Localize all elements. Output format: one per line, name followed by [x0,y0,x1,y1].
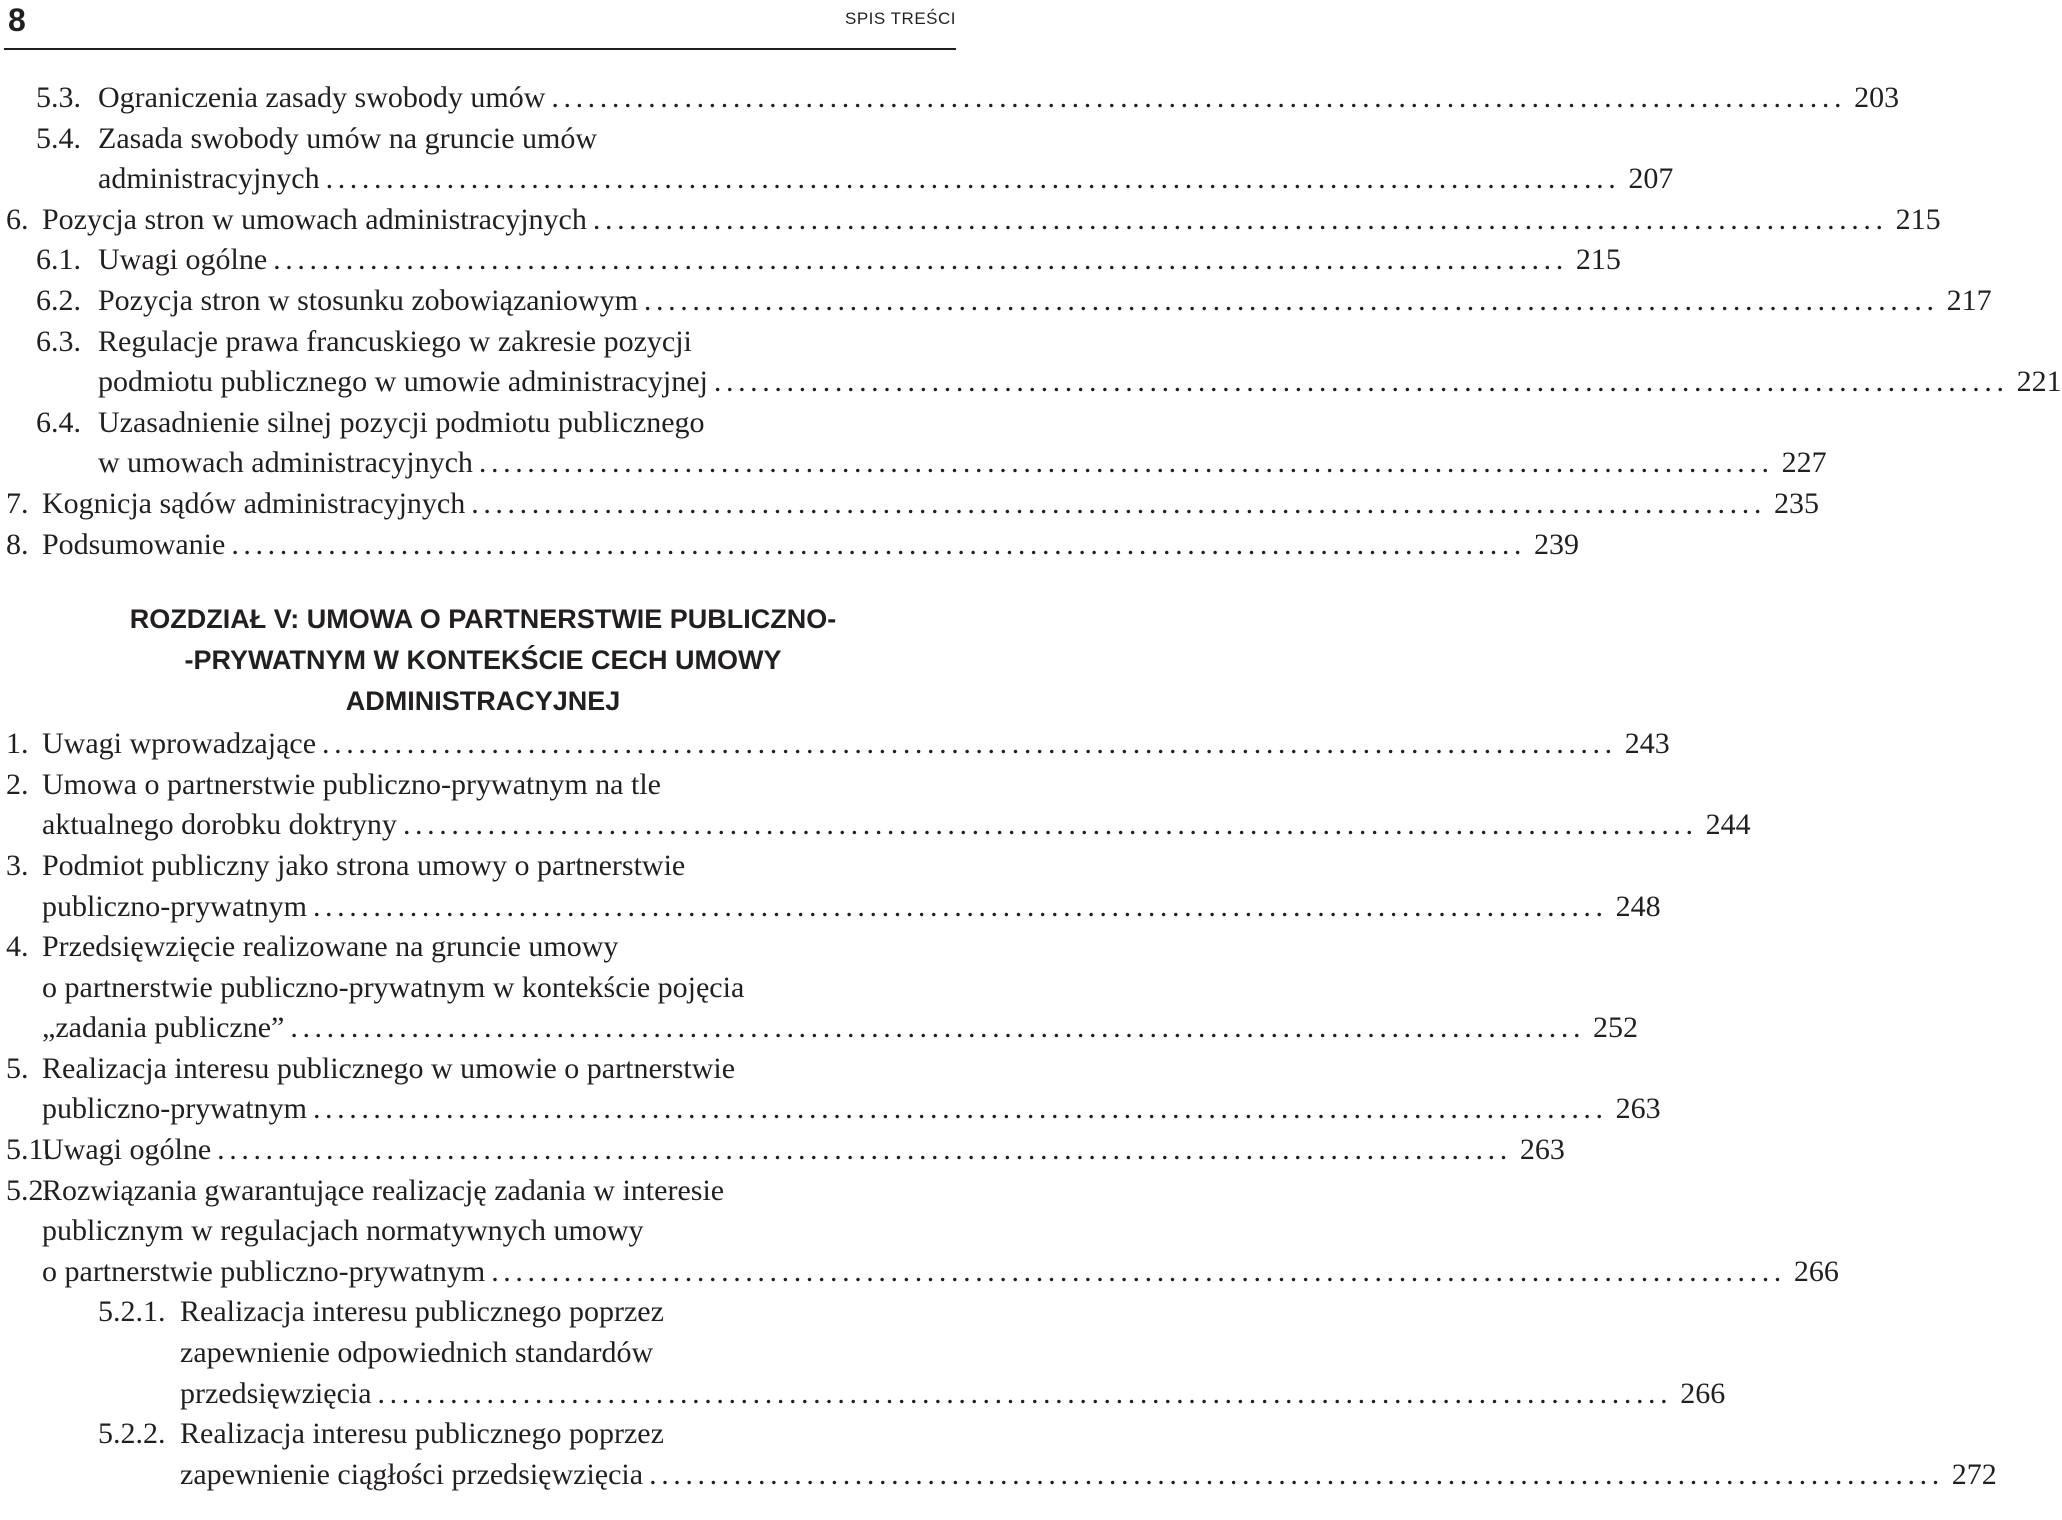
toc-entry-text: w umowach administracyjnych [98,446,473,480]
toc-entry [6,200,1941,241]
toc-entry [6,1171,1839,1293]
toc-entry-line [42,887,1661,928]
toc-entry [6,484,1819,525]
dot-leader: ........................................................................................................... [312,1092,1608,1126]
toc-entry-line [42,724,1670,765]
toc-entry-title [42,927,1639,1049]
toc-entry-number: 5.1. [6,1133,51,1167]
toc-entry-title [42,1049,1661,1130]
toc-section-before [6,78,2062,565]
toc-entry-page: 215 [1895,202,1941,236]
toc-entry-text: aktualnego dorobku doktryny [42,808,397,842]
toc-entry-title [98,281,1992,322]
toc-entry-line [42,1130,1565,1171]
toc-entry-page: 215 [1575,243,1621,277]
toc-entry-text: Realizacja interesu publicznego poprzez [180,1295,664,1329]
toc-entry-line [180,1414,960,1455]
toc-entry-page: 248 [1615,889,1661,923]
toc-entry-number: 4. [6,930,29,964]
toc-entry-number: 5.4. [36,121,81,155]
toc-entry-line [180,1455,1997,1496]
toc-entry [6,322,2062,403]
toc-entry-page: 227 [1781,446,1827,480]
dot-leader: ........................................................................................................... [231,527,1527,561]
dot-leader: ........................................................................................................... [491,1254,1786,1288]
toc-entry [6,403,1827,484]
toc-entry [6,281,1992,322]
toc-entry-line [42,805,1751,846]
toc-entry-line [42,1211,960,1252]
toc-entry-line [42,484,1819,525]
toc-entry-title [42,765,1751,846]
dot-leader: ........................................................................................................... [312,889,1608,923]
chapter-heading-line: -PRYWATNYM W KONTEKŚCIE CECH UMOWY [184,645,782,676]
toc-entry-title [98,240,1621,281]
toc-entry [6,765,1751,846]
toc-entry-text: przedsięwzięcia [180,1376,372,1410]
toc-entry-text: Uzasadnienie silnej pozycji podmiotu publicznego [98,405,705,439]
toc-entry-line [98,362,2062,403]
toc-entry-number: 5.2. [6,1173,51,1207]
toc-entry-text: Uwagi wprowadzające [42,727,317,761]
toc-entry-number: 3. [6,848,29,882]
toc-entry-line [42,525,1580,566]
toc-entry-title [42,1171,1839,1293]
dot-leader: ........................................................................................................... [713,365,2009,399]
toc-entry-title [42,1130,1565,1171]
toc-entry-title [98,119,1674,200]
toc-entry-line [180,1333,960,1374]
toc-entry-line [42,1089,1661,1130]
toc-entry [6,1130,1565,1171]
toc-entry-page: 252 [1593,1011,1639,1045]
toc-entry-line [42,1049,960,1090]
toc-entry-title [180,1292,1726,1414]
toc-entry-page: 263 [1519,1133,1565,1167]
toc-entry-number: 6. [6,202,29,236]
toc-entry-text: podmiotu publicznego w umowie administracyjnej [98,365,708,399]
toc-entry-text: zapewnienie odpowiednich standardów [180,1336,654,1370]
dot-leader: ........................................................................................................... [471,486,1766,520]
toc-entry-title [42,724,1670,765]
running-head: SPIS TREŚCI [845,9,956,28]
toc-entry-text: Pozycja stron w stosunku zobowiązaniowym [98,283,638,317]
toc-entry [6,78,1900,119]
page-number: 8 [8,2,26,38]
toc-entry-line [42,927,960,968]
toc-entry-page: 266 [1793,1254,1839,1288]
toc-entry-line [42,200,1941,241]
dot-leader: ........................................................................................................... [551,81,1847,114]
toc-entry-text: Uwagi ogólne [42,1133,212,1167]
toc-entry-text: Pozycja stron w umowach administracyjnych [42,202,587,236]
dot-leader: ........................................................................................................... [322,727,1617,761]
toc-entry-number: 6.4. [36,405,81,439]
toc-entry-page: 235 [1773,486,1819,520]
dot-leader: ........................................................................................................... [643,283,1939,317]
toc-entry-line [98,240,1621,281]
dot-leader: ........................................................................................................... [325,162,1621,196]
toc-entry [6,525,1580,566]
toc-entry-number: 6.1. [36,243,81,277]
toc-entry-page: 272 [1951,1457,1997,1491]
toc-entry-page: 263 [1615,1092,1661,1126]
toc-entry-text: o partnerstwie publiczno-prywatnym [42,1254,486,1288]
chapter-heading-line: ADMINISTRACYJNEJ [345,686,621,717]
table-of-contents [6,78,2062,1495]
toc-entry-text: publicznym w regulacjach normatywnych umowy [42,1214,644,1248]
toc-entry-line [98,78,1900,119]
toc-entry-line [42,1008,1639,1049]
toc-entry-text: Zasada swobody umów na gruncie umów [98,121,598,155]
toc-entry-number: 5.2.1. [98,1295,166,1329]
toc-entry-line [42,846,960,887]
chapter-heading-line: ROZDZIAŁ V: UMOWA O PARTNERSTWIE PUBLICZNO- [129,604,837,635]
toc-entry-number: 6.2. [36,283,81,317]
toc-entry-page: 207 [1628,162,1674,196]
toc-entry-page: 221 [2016,365,2062,399]
toc-entry-title [42,484,1819,525]
toc-entry-title [98,322,2062,403]
toc-entry [6,724,1670,765]
toc-entry-title [180,1414,1997,1495]
toc-entry-title [42,846,1661,927]
toc-entry-line [42,765,960,806]
toc-entry-number: 5. [6,1051,29,1085]
chapter-heading [6,599,960,722]
toc-entry-text: Realizacja interesu publicznego poprzez [180,1417,664,1451]
toc-entry [6,1414,1997,1495]
toc-entry-text: Uwagi ogólne [98,243,268,277]
toc-entry-number: 5.2.2. [98,1417,166,1451]
toc-entry-number: 7. [6,486,29,520]
toc-entry-title [42,200,1941,241]
toc-entry-page: 244 [1705,808,1751,842]
toc-entry-title [42,525,1580,566]
toc-entry-line [98,403,960,444]
toc-entry-text: Rozwiązania gwarantujące realizację zadania w interesie [42,1173,725,1207]
toc-entry-text: Ograniczenia zasady swobody umów [98,81,546,114]
dot-leader: ........................................................................................................... [402,808,1698,842]
toc-entry-line [42,1252,1839,1293]
page-header [4,0,956,50]
toc-entry-text: Regulacje prawa francuskiego w zakresie pozycji [98,324,692,358]
toc-entry-text: publiczno-prywatnym [42,889,307,923]
toc-entry [6,1292,1726,1414]
dot-leader: ........................................................................................................... [377,1376,1673,1410]
toc-entry-line [42,968,960,1009]
toc-entry-number: 2. [6,767,29,801]
dot-leader: ........................................................................................................... [273,243,1568,277]
toc-entry-line [98,322,960,363]
toc-entry-text: zapewnienie ciągłości przedsięwzięcia [180,1457,644,1491]
toc-entry-page: 203 [1854,81,1900,114]
toc-entry-line [98,159,1674,200]
toc-entry-text: Podsumowanie [42,527,226,561]
toc-entry [6,240,1621,281]
dot-leader: ........................................................................................................... [478,446,1774,480]
toc-entry-text: Realizacja interesu publicznego w umowie o partnerstwie [42,1051,736,1085]
toc-entry-text: Podmiot publiczny jako strona umowy o partnerstwie [42,848,686,882]
toc-entry-text: Kognicja sądów administracyjnych [42,486,466,520]
toc-entry-page: 243 [1624,727,1670,761]
toc-entry-number: 6.3. [36,324,81,358]
toc-entry-line [98,119,960,160]
toc-entry [6,846,1661,927]
toc-entry-number: 5.3. [36,81,81,114]
toc-entry-text: o partnerstwie publiczno-prywatnym w kontekście pojęcia [42,970,745,1004]
toc-entry-line [180,1374,1726,1415]
toc-entry-line [98,281,1992,322]
toc-section-after [6,724,1997,1495]
toc-entry-text: Umowa o partnerstwie publiczno-prywatnym na tle [42,767,661,801]
toc-entry-page: 239 [1534,527,1580,561]
toc-entry-line [42,1171,960,1212]
toc-entry-line [98,443,1827,484]
dot-leader: ........................................................................................................... [290,1011,1586,1045]
toc-entry-page: 217 [1946,283,1992,317]
toc-entry [6,927,1639,1049]
toc-entry-number: 1. [6,727,29,761]
dot-leader: ........................................................................................................... [649,1457,1944,1491]
toc-entry-title [98,403,1827,484]
dot-leader: ........................................................................................................... [217,1133,1512,1167]
toc-entry-line [180,1292,960,1333]
toc-entry-page: 266 [1680,1376,1726,1410]
toc-entry-text: Przedsięwzięcie realizowane na gruncie umowy [42,930,619,964]
toc-entry-title [98,78,1900,119]
toc-entry-number: 8. [6,527,29,561]
toc-entry [6,1049,1661,1130]
toc-entry-text: publiczno-prywatnym [42,1092,307,1126]
toc-entry [6,119,1674,200]
dot-leader: ........................................................................................................... [592,202,1888,236]
toc-entry-text: administracyjnych [98,162,320,196]
toc-entry-text: „zadania publiczne” [42,1011,285,1045]
